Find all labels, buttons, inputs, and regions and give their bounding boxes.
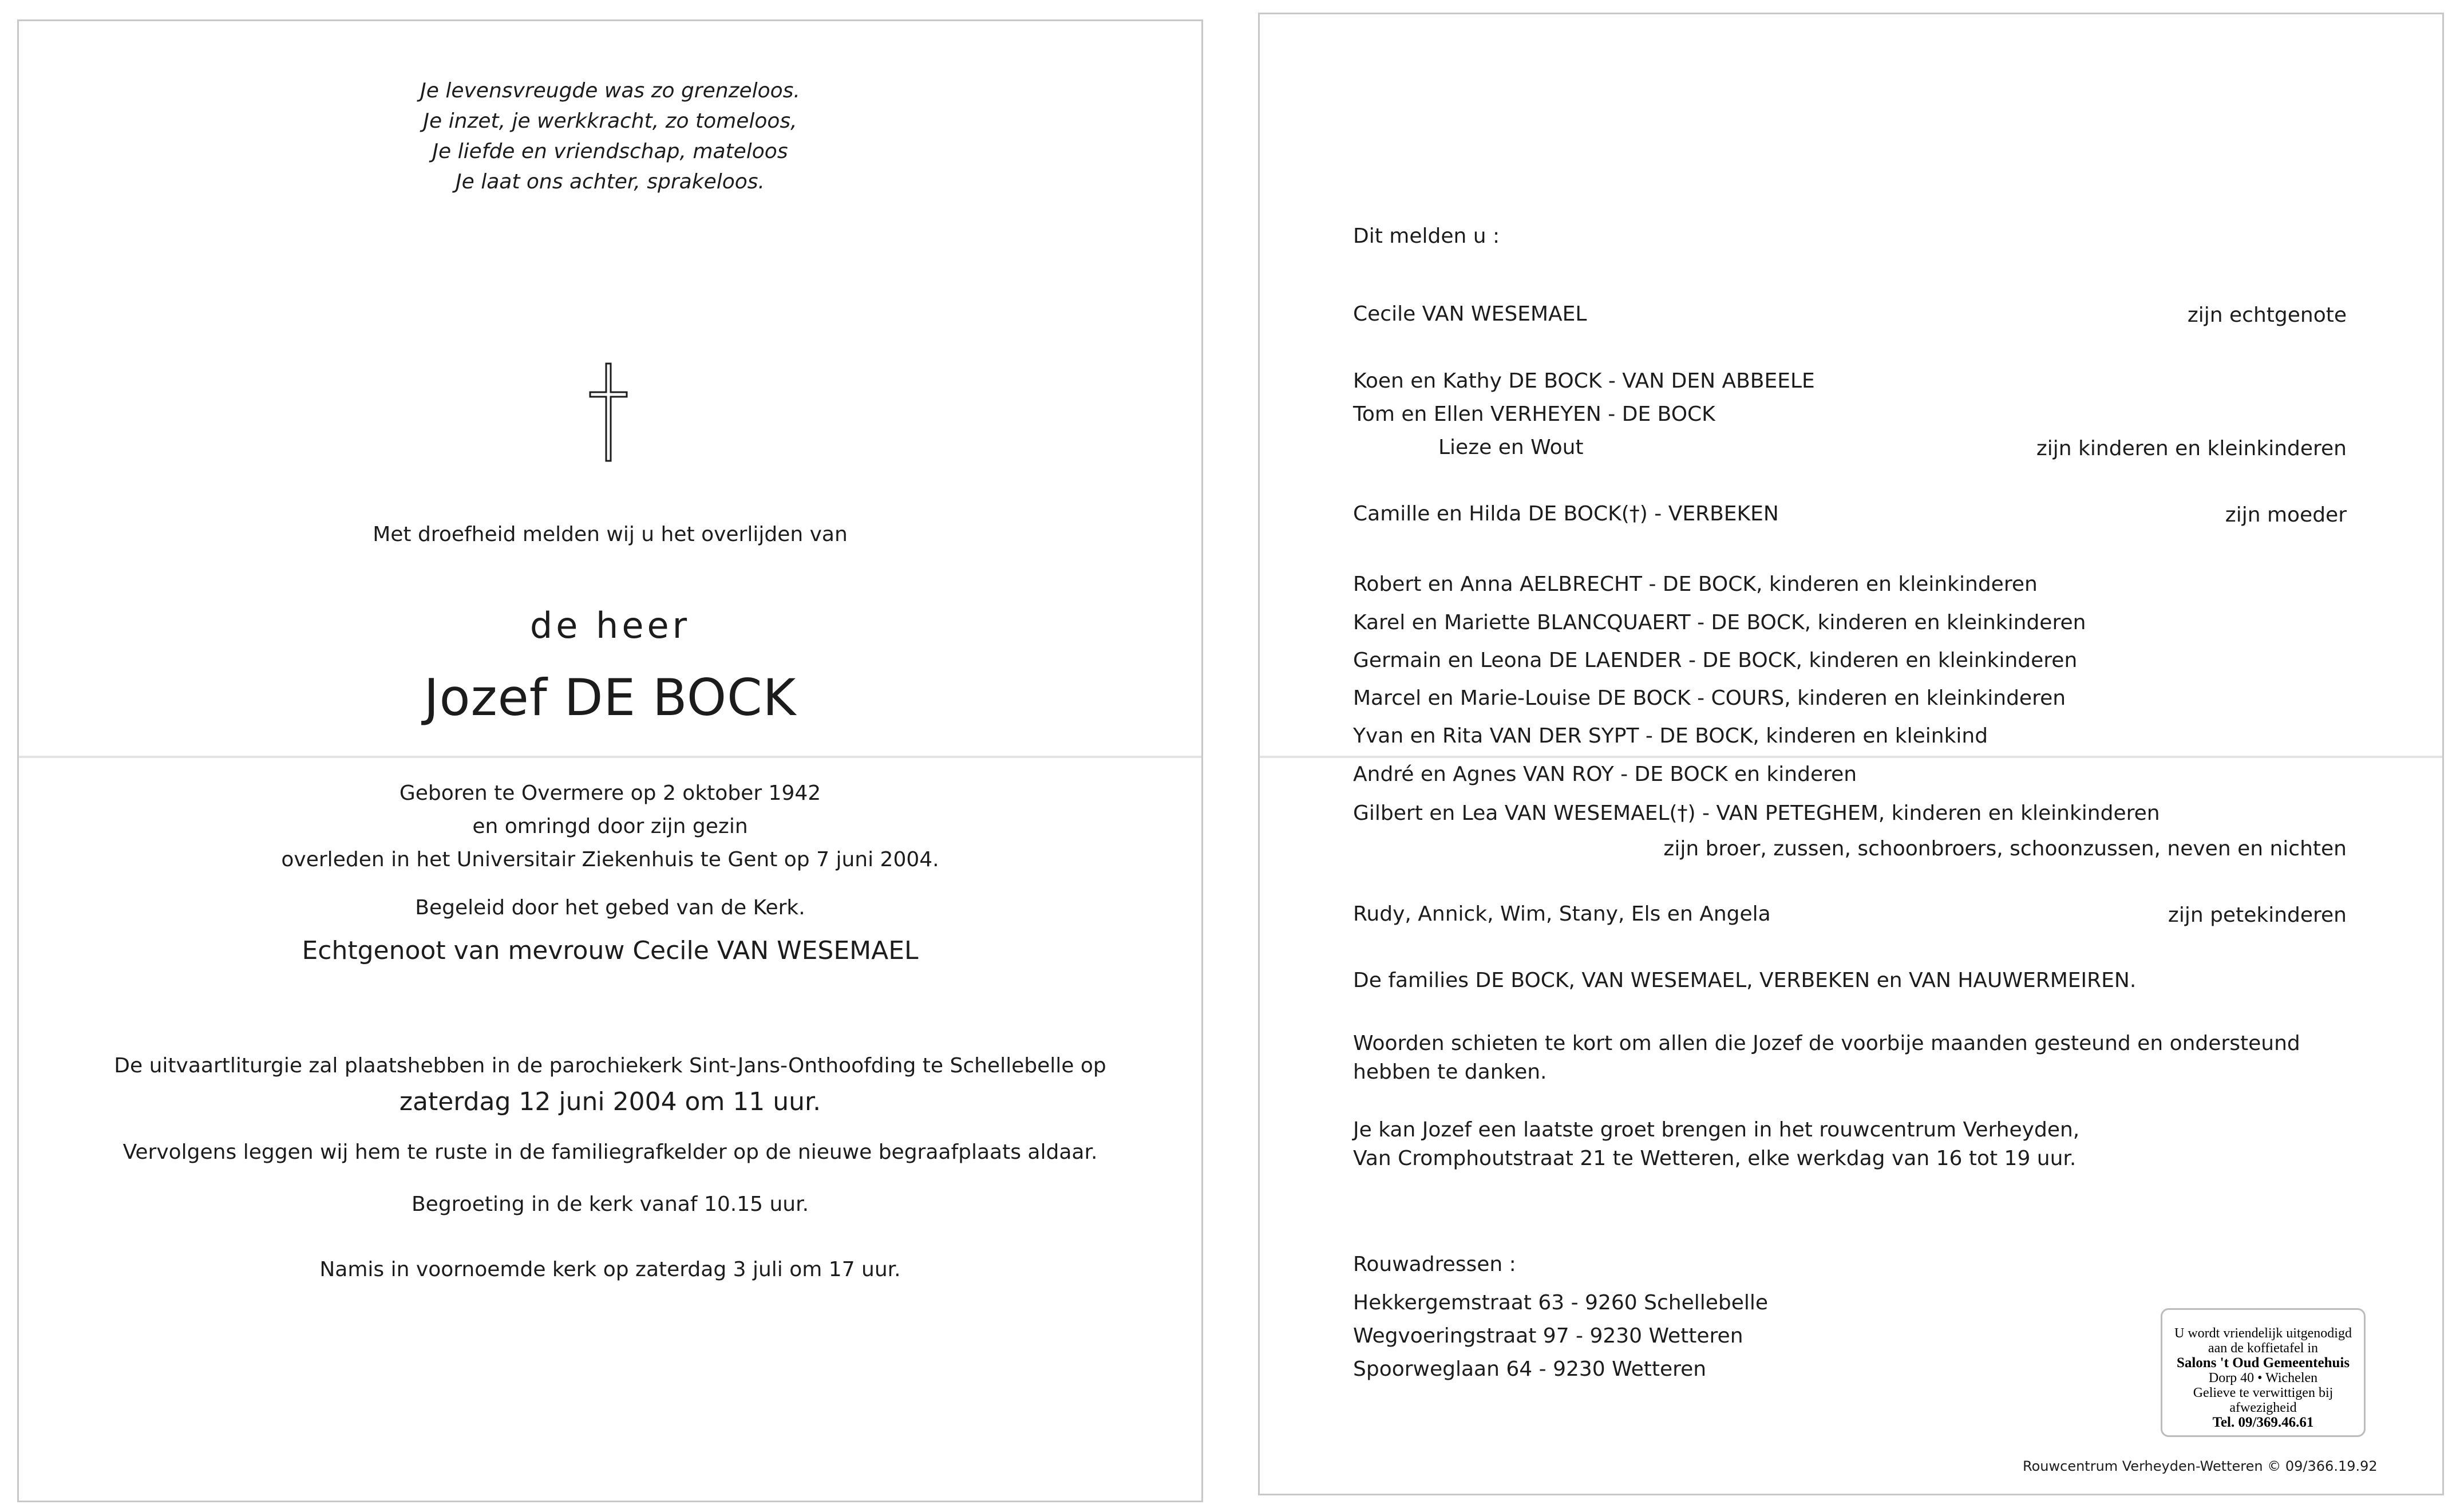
burial-text: Vervolgens leggen wij hem te ruste in de familiegrafkelder op de nieuwe begraafplaats aldaar. [122, 1140, 1098, 1164]
left-card [17, 19, 1203, 1502]
poem-line: Je laat ons achter, sprakeloos. [456, 170, 765, 194]
sibling-line: Karel en Mariette BLANCQUAERT - DE BOCK, kinderen en kleinkinderen [1353, 611, 2086, 634]
family-text: en omringd door zijn gezin [472, 815, 748, 838]
coffee-street: Dorp 40 • Wichelen [2208, 1371, 2318, 1385]
mother-role: zijn moeder [2225, 503, 2347, 527]
visit-line: Van Cromphoutstraat 21 te Wetteren, elke werkdag van 16 tot 19 uur. [1353, 1147, 2077, 1170]
poem-line: Je levensvreugde was zo grenzeloos. [420, 79, 800, 102]
thanks-line: Woorden schieten te kort om allen die Jozef de voorbije maanden gesteund en ondersteund [1353, 1032, 2300, 1055]
fold-line [1260, 756, 2442, 758]
birth-text: Geboren te Overmere op 2 oktober 1942 [399, 781, 821, 805]
fold-line [19, 756, 1201, 758]
godchildren-role: zijn petekinderen [2168, 903, 2347, 927]
funeral-date: zaterdag 12 juni 2004 om 11 uur. [399, 1087, 821, 1116]
sibling-line: Robert en Anna AELBRECHT - DE BOCK, kinderen en kleinkinderen [1353, 573, 2038, 596]
children-role: zijn kinderen en kleinkinderen [2036, 437, 2347, 460]
address-line: Hekkergemstraat 63 - 9260 Schellebelle [1353, 1291, 1769, 1314]
address-line: Wegvoeringstraat 97 - 9230 Wetteren [1353, 1324, 1743, 1348]
death-text: overleden in het Universitair Ziekenhuis te Gent op 7 juni 2004. [281, 848, 939, 871]
poem-line: Je liefde en vriendschap, mateloos [432, 140, 788, 163]
addresses-label: Rouwadressen : [1353, 1253, 1516, 1276]
coffee-line: U wordt vriendelijk uitgenodigd [2174, 1326, 2352, 1341]
godchildren-line: Rudy, Annick, Wim, Stany, Els en Angela [1353, 902, 1771, 926]
child-line: Tom en Ellen VERHEYEN - DE BOCK [1353, 402, 1715, 426]
mother-line: Camille en Hilda DE BOCK(†) - VERBEKEN [1353, 502, 1779, 526]
coffee-note: Gelieve te verwittigen bij afwezigheid [2193, 1385, 2334, 1415]
sibling-line: Germain en Leona DE LAENDER - DE BOCK, kinderen en kleinkinderen [1353, 649, 2078, 672]
spouse-name: Cecile VAN WESEMAEL [1353, 302, 1587, 326]
address-line: Spoorweglaan 64 - 9230 Wetteren [1353, 1357, 1707, 1381]
funeral-home-credit: Rouwcentrum Verheyden-Wetteren © 09/366.19.92 [2023, 1458, 2378, 1474]
coffee-invitation-card [2161, 1308, 2366, 1437]
spouse-text: Echtgenoot van mevrouw Cecile VAN WESEMAEL [302, 936, 919, 965]
sibling-line: Yvan en Rita VAN DER SYPT - DE BOCK, kinderen en kleinkind [1353, 724, 1988, 748]
thanks-line: hebben te danken. [1353, 1060, 1547, 1084]
mass-text: Namis in voornoemde kerk op zaterdag 3 juli om 17 uur. [319, 1258, 901, 1281]
coffee-venue: Salons 't Oud Gemeentehuis [2176, 1355, 2350, 1371]
sibling-line: Marcel en Marie-Louise DE BOCK - COURS, kinderen en kleinkinderen [1353, 686, 2066, 710]
sibling-line: Gilbert en Lea VAN WESEMAEL(†) - VAN PETEGHEM, kinderen en kleinkinderen [1353, 802, 2160, 825]
poem [19, 76, 1201, 197]
coffee-phone: Tel. 09/369.46.61 [2212, 1415, 2314, 1430]
opening-text: Dit melden u : [1353, 224, 1500, 248]
siblings-role: zijn broer, zussen, schoonbroers, schoonzussen, neven en nichten [1663, 837, 2347, 860]
poem-line: Je inzet, je werkkracht, zo tomeloos, [423, 109, 797, 133]
church-text: Begeleid door het gebed van de Kerk. [415, 896, 805, 919]
cross-icon [586, 362, 631, 463]
coffee-line: aan de koffietafel in [2208, 1341, 2319, 1356]
child-line: Koen en Kathy DE BOCK - VAN DEN ABBEELE [1353, 369, 1815, 393]
honorific: de heer [529, 605, 691, 646]
grandchildren-line: Lieze en Wout [1438, 436, 1584, 459]
greeting-text: Begroeting in de kerk vanaf 10.15 uur. [411, 1193, 809, 1216]
spouse-role: zijn echtgenote [2187, 303, 2347, 327]
intro-text: Met droefheid melden wij u het overlijden van [373, 523, 848, 546]
sibling-line: André en Agnes VAN ROY - DE BOCK en kinderen [1353, 763, 1857, 786]
families-line: De families DE BOCK, VAN WESEMAEL, VERBEKEN en VAN HAUWERMEIREN. [1353, 969, 2137, 992]
deceased-name: Jozef DE BOCK [424, 668, 797, 727]
liturgy-text: De uitvaartliturgie zal plaatshebben in de parochiekerk Sint-Jans-Onthoofding te Schellebelle op [114, 1054, 1106, 1077]
visit-line: Je kan Jozef een laatste groet brengen in het rouwcentrum Verheyden, [1353, 1118, 2080, 1142]
